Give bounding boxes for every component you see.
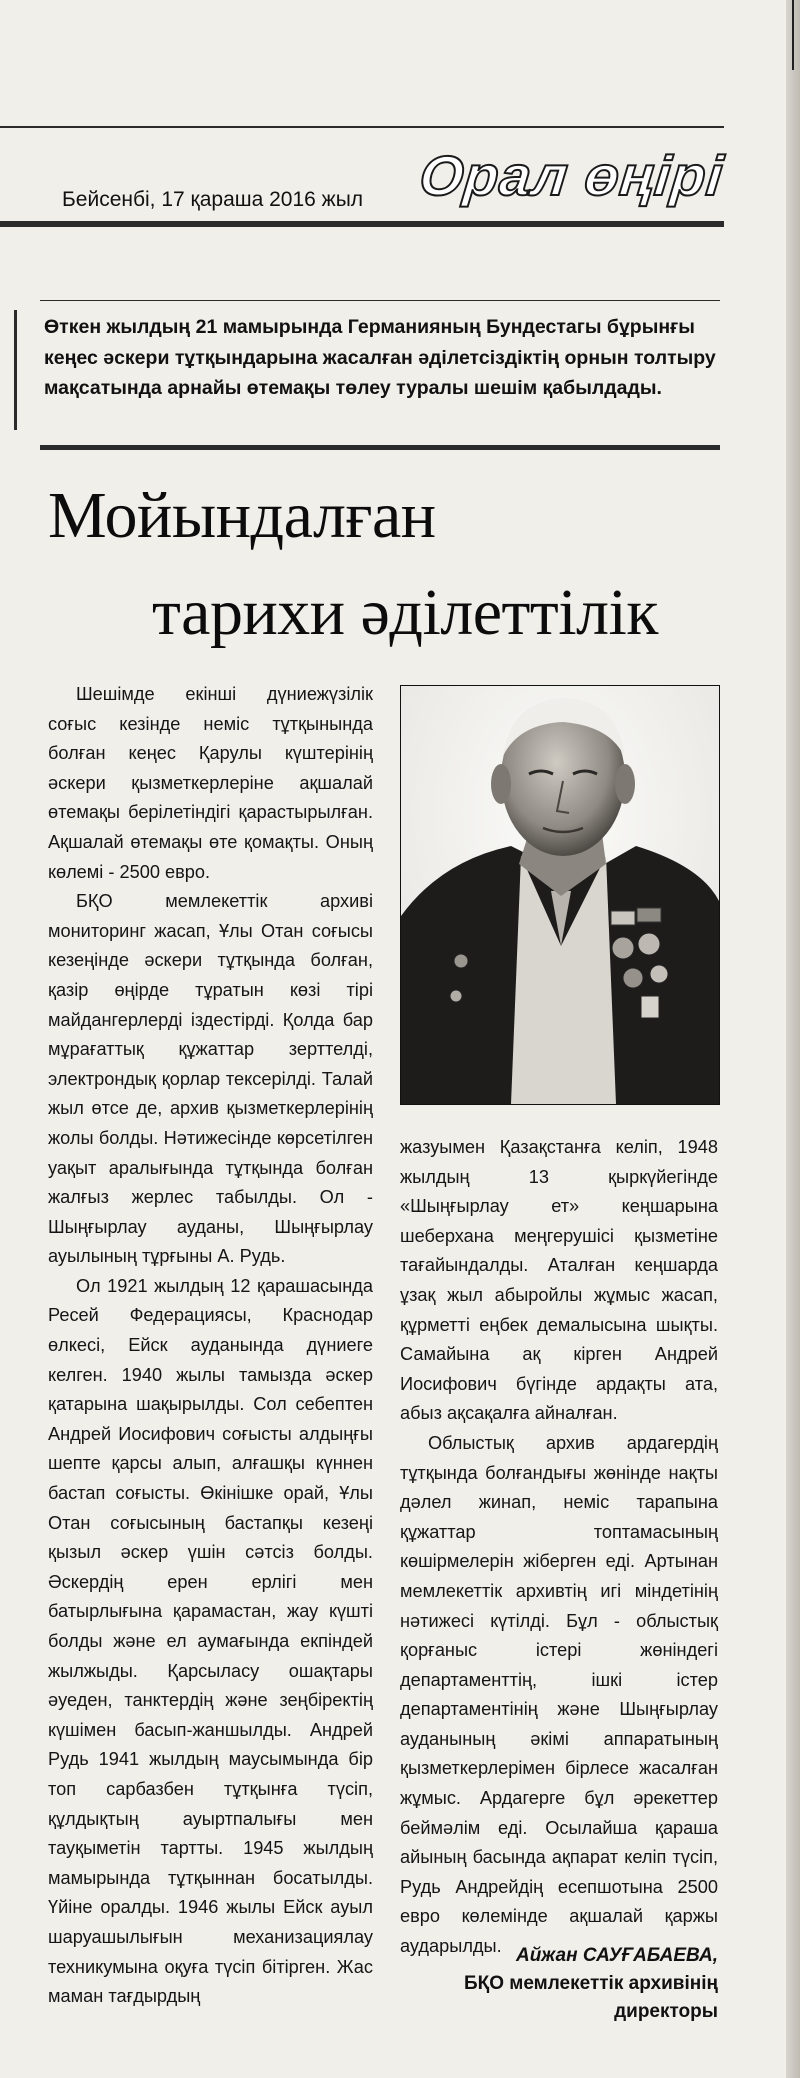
page-edge [786, 0, 800, 2078]
section-title: Орал өңірі [416, 144, 727, 207]
author-position: БҚО мемлекеттік архивінің [464, 1973, 718, 1994]
lead-rule-top [40, 300, 720, 301]
paragraph: Облыстық архив ардагердің тұтқында болғандығы жөнінде нақты дәлел жинап, неміс тарапына құжаттар топтамасының көшірмелерін жіберген еді. Артынан мемлекеттік архивтің игі міндетінің нәтижесі күтілді. Бұл - облыстық қорғаныс істері жөніндегі департаменттің, ішкі істер департаментінің және Шыңғырлау ауданының әкімі аппаратының қызметкерлерімен бірлесе жасалған жұмыс. Ардагерге бұл әрекеттер беймәлім еді. Осылайша қараша айының басында ақпарат келіп түсіп, Рудь Андрейдің есепшотына 2500 евро көлемінде ақшалай қаржы аударылды. [400, 1432, 718, 1957]
article-column-left [48, 680, 373, 2012]
header-rule-top [0, 126, 724, 128]
lead-side-bar [14, 310, 17, 430]
article-column-right [400, 1133, 718, 1962]
issue-date: Бейсенбі, 17 қараша 2016 жыл [62, 188, 364, 211]
author-name: Айжан САУҒАБАЕВА, [515, 1945, 718, 1966]
paragraph: БҚО мемлекеттік архиві мониторинг жасап, Ұлы Отан соғысы кезеңінде әскери тұтқында болған, қазір өңірде тұратын көзі тірі майдангерлерді іздестірді. Қолда бар мұрағаттық құжаттар зерттелді, электрондық қорлар тексерілді. Талай жыл өтсе де, архив қызметкерлерінің жолы болды. Нәтижесінде көрсетілген уақыт аралығында тұтқында болған жалғыз жерлес табылды. Ол - Шыңғырлау ауданы, Шыңғырлау ауылының тұрғыны А. Рудь. [48, 891, 373, 1267]
paragraph: Ол 1921 жылдың 12 қарашасында Ресей Федерациясы, Краснодар өлкесі, Ейск ауданында дүниеге келген. 1940 жылы тамызда әскер қатарына шақырылды. Сол себептен Андрей Иосифович соғысты алдыңғы шепте қарсы алып, алғашқы күннен бастап соғысты. Өкінішке орай, Ұлы Отан соғысының бастапқы кезеңі қызыл әскер үшін сәтсіз болды. Әскердің ерен ерлігі мен батырлығына қарамастан, жау күшті болды және ел аумағында екпіндей жылжыды. Қарсыласу ошақтары әуеден, танктердің және зеңбіректің күшімен басып-жаншылды. Андрей Рудь 1941 жылдың маусымында бір топ сарбазбен тұтқынға түсіп, құлдықтың ауыртпалығы мен тауқыметін тартты. 1945 жылдың мамырында тұтқыннан босатылды. Үйіне оралды. 1946 жылы Ейск ауыл шаруашылығын механизациялау техникумына оқуға түсіп бітірген. Жас маман тағдырдың [48, 1275, 373, 2007]
headline-line-2: тарихи әділеттілік [152, 576, 658, 649]
paragraph: Шешімде екінші дүниежүзілік соғыс кезінде неміс тұтқынында болған кеңес Қарулы күштерінің әскери қызметкерлеріне ақшалай өтемақы берілетіндігі қарастырылған. Ақшалай өтемақы өте қомақты. Оның көлемі - 2500 евро. [48, 684, 373, 882]
paragraph: жазуымен Қазақстанға келіп, 1948 жылдың 13 қыркүйегінде «Шыңғырлау ет» кеңшарына шеберхана меңгерушісі қызметіне тағайындалды. Аталған кеңшарда ұзақ жыл абыройлы жұмыс жасап, құрметті еңбек демалысына шықты. Самайына ақ кірген Андрей Иосифович бүгінде ардақты ата, абыз ақсақалға айналған. [400, 1137, 718, 1424]
veteran-portrait-photo [400, 685, 720, 1105]
portrait-illustration [401, 686, 719, 1104]
author-position-2: директоры [614, 2001, 718, 2022]
author-signature [464, 1942, 718, 2026]
headline-line-1: Мойындалған [48, 479, 436, 552]
lead-rule-bottom [40, 445, 720, 450]
article-lead: Өткен жылдың 21 мамырында Германияның Бундестагы бұрынғы кеңес әскери тұтқындарына жасалған әділетсіздіктің орнын толтыру мақсатында арнайы өтемақы төлеу туралы шешім қабылдады. [44, 316, 716, 399]
header-rule-bottom [0, 221, 724, 227]
